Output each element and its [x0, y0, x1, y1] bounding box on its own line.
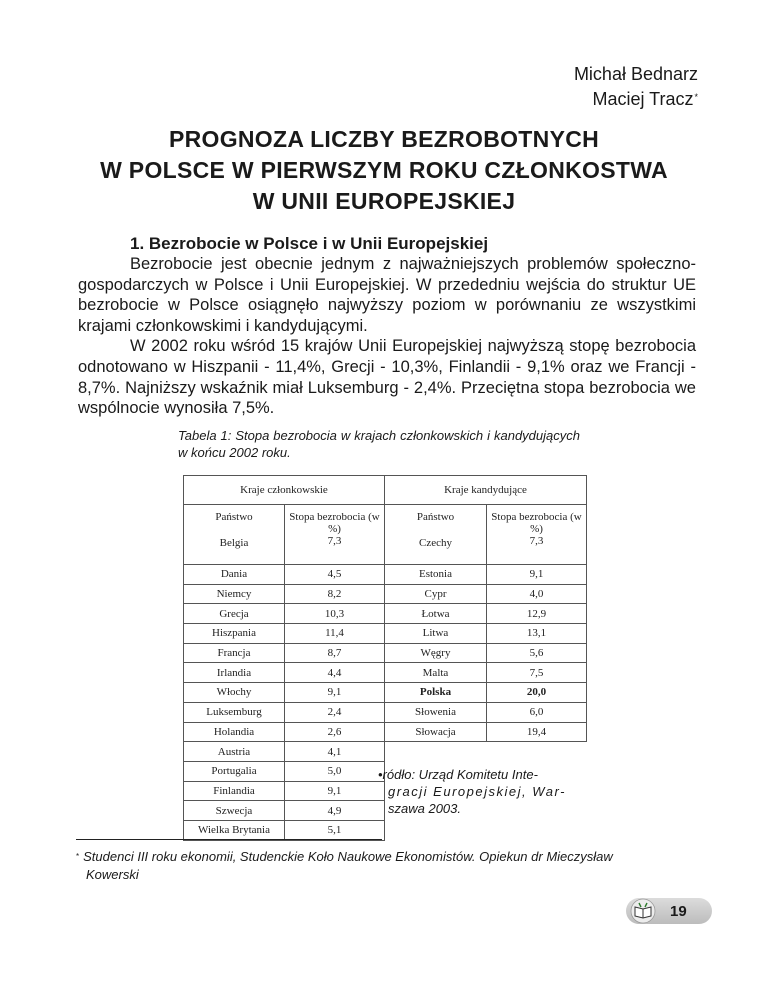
table-cell: 7,3 [529, 535, 544, 547]
table-caption: Tabela 1: Stopa bezrobocia w krajach członkowskich i kandydujących w końcu 2002 roku. [178, 428, 580, 460]
candidate-rate: 7,5 [487, 663, 587, 683]
candidate-country: Słowenia [385, 702, 487, 722]
candidate-country: Węgry [385, 643, 487, 663]
footnote-line-2: Kowerski [86, 867, 139, 882]
member-rate: 4,9 [285, 801, 385, 821]
candidate-rate: 19,4 [487, 722, 587, 742]
candidate-country: Litwa [385, 624, 487, 644]
footnote-marker: * [694, 92, 698, 102]
candidate-country: Słowacja [385, 722, 487, 742]
table-row [184, 565, 587, 585]
column-header-row [184, 505, 587, 565]
footnote [76, 848, 694, 884]
member-country: Włochy [184, 683, 285, 703]
table-row [184, 722, 587, 742]
author-1: Michał Bednarz [573, 64, 698, 84]
member-country: Luksemburg [184, 702, 285, 722]
author-2: Maciej Tracz* [592, 89, 698, 109]
candidate-country: Cypr [385, 584, 487, 604]
member-rate: 5,0 [285, 761, 385, 781]
column-header: Państwo [215, 511, 253, 523]
candidate-country: Łotwa [385, 604, 487, 624]
book-logo-icon [630, 898, 656, 924]
title-line-2: W POLSCE W PIERWSZYM ROKU CZŁONKOSTWA [100, 157, 668, 183]
paragraph-2: W 2002 roku wśród 15 krajów Unii Europejskiej najwyższą stopę bezrobocia odnotowano w Hiszpanii - 11,4%, Grecji - 10,3%, Finlandii - 9,1% oraz we Francji - 8,7%. Najniższy wskaźnik miał Luksemburg - 2,4%. Przeciętna stopa bezrobocia we wspólnocie wynosiła 7,5%. [78, 337, 696, 418]
member-country: Portugalia [184, 761, 285, 781]
table-cell: 7,3 [327, 535, 342, 547]
members-rate-cell [285, 505, 385, 565]
member-country: Finlandia [184, 781, 285, 801]
source-line-1: •ródło: Urząd Komitetu Inte- [378, 767, 538, 782]
empty-cell [385, 742, 587, 762]
member-country: Austria [184, 742, 285, 762]
table-row [184, 702, 587, 722]
footnote-line-1: Studenci III roku ekonomii, Studenckie Koło Naukowe Ekonomistów. Opiekun dr Mieczysław [83, 849, 613, 864]
title-line-1: PROGNOZA LICZBY BEZROBOTNYCH [168, 126, 600, 152]
table-row [184, 683, 587, 703]
candidate-rate: 9,1 [487, 565, 587, 585]
candidate-country: Malta [385, 663, 487, 683]
candidate-rate: 5,6 [487, 643, 587, 663]
table-row [184, 820, 587, 840]
candidate-country: Polska [385, 683, 487, 703]
member-country: Dania [184, 565, 285, 585]
group-header-candidates: Kraje kandydujące [385, 476, 587, 505]
member-country: Holandia [184, 722, 285, 742]
source-line-2: gracji Europejskiej, War- [388, 784, 566, 799]
member-rate: 9,1 [285, 781, 385, 801]
member-rate: 11,4 [285, 624, 385, 644]
member-country: Szwecja [184, 801, 285, 821]
member-country: Grecja [184, 604, 285, 624]
candidate-rate: 13,1 [487, 624, 587, 644]
paragraph-1: Bezrobocie jest obecnie jednym z najważniejszych problemów społeczno-gospodarczych w Polsce i Unii Europejskiej. W przededniu wejścia do struktur UE bezrobocie w Polsce osiągnęło najwyższy poziom w porównaniu ze wszystkimi krajami członkowskimi i kandydującymi. [78, 255, 696, 335]
candidate-rate: 6,0 [487, 702, 587, 722]
candidates-country-cell [385, 505, 487, 565]
member-rate: 2,4 [285, 702, 385, 722]
member-rate: 8,7 [285, 643, 385, 663]
empty-cell [385, 820, 587, 840]
table-source [378, 766, 584, 817]
member-rate: 4,4 [285, 663, 385, 683]
page-number: 19 [670, 902, 687, 920]
member-country: Wielka Brytania [184, 820, 285, 840]
member-country: Irlandia [184, 663, 285, 683]
member-rate: 2,6 [285, 722, 385, 742]
candidates-rate-cell [487, 505, 587, 565]
column-header: Stopa bezrobocia (w %) [491, 511, 582, 535]
column-header: Państwo [416, 511, 455, 523]
member-country: Niemcy [184, 584, 285, 604]
table-row [184, 643, 587, 663]
members-country-cell [184, 505, 285, 565]
source-line-3: szawa 2003. [388, 801, 461, 816]
section-heading: 1. Bezrobocie w Polsce i w Unii Europejskiej [130, 234, 489, 253]
table-row [184, 663, 587, 683]
table-row [184, 624, 587, 644]
member-rate: 9,1 [285, 683, 385, 703]
group-header-members: Kraje członkowskie [184, 476, 385, 505]
member-rate: 5,1 [285, 820, 385, 840]
member-rate: 10,3 [285, 604, 385, 624]
candidate-rate: 4,0 [487, 584, 587, 604]
candidate-rate: 20,0 [487, 683, 587, 703]
article-title [0, 124, 768, 217]
authors [574, 62, 698, 112]
footnote-symbol: * [76, 852, 80, 861]
member-country: Hiszpania [184, 624, 285, 644]
member-country: Francja [184, 643, 285, 663]
title-line-3: W UNII EUROPEJSKIEJ [252, 188, 516, 214]
candidate-rate: 12,9 [487, 604, 587, 624]
table-row [184, 742, 587, 762]
member-rate: 8,2 [285, 584, 385, 604]
table-row [184, 604, 587, 624]
table-cell: Belgia [219, 537, 249, 549]
member-rate: 4,1 [285, 742, 385, 762]
member-rate: 4,5 [285, 565, 385, 585]
candidate-country: Estonia [385, 565, 487, 585]
table-row [184, 584, 587, 604]
page-number-badge [626, 898, 712, 924]
body-text [78, 254, 696, 419]
footnote-divider [76, 839, 382, 840]
column-header: Stopa bezrobocia (w %) [289, 511, 380, 535]
table-cell: Czechy [419, 537, 452, 549]
